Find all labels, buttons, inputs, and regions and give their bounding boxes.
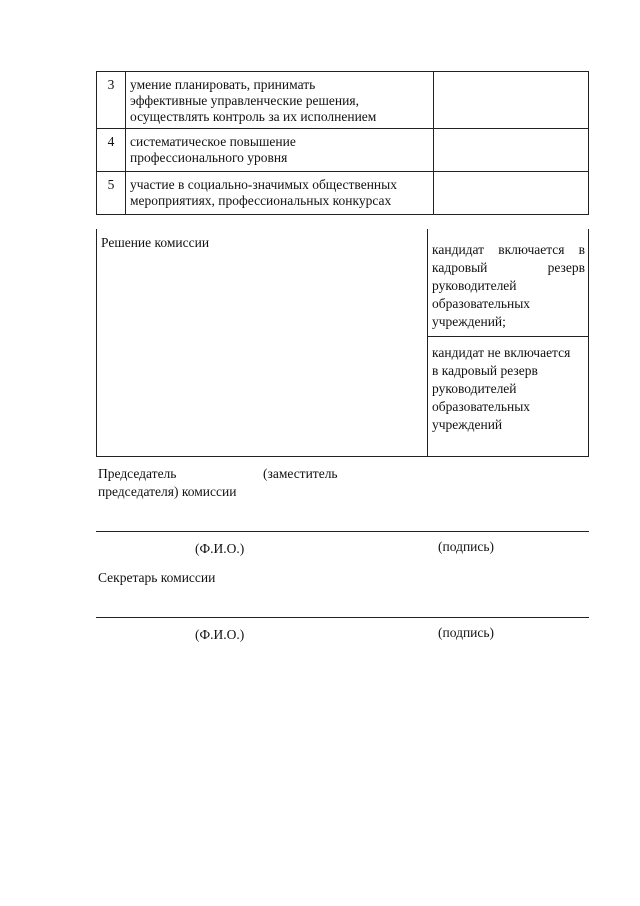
option-text: образовательных <box>432 399 531 414</box>
row-number: 5 <box>97 172 126 215</box>
criteria-table <box>96 71 589 215</box>
option-text: учреждений; <box>432 314 506 329</box>
chair-deputy-label: (заместитель <box>263 466 338 481</box>
secretary-label: Секретарь комиссии <box>98 570 216 585</box>
fio-caption: (Ф.И.О.) <box>195 627 245 642</box>
row-number: 4 <box>97 129 126 172</box>
option-text: кандидат включается в <box>432 242 585 257</box>
criterion-text: мероприятиях, профессиональных конкурсах <box>130 193 392 208</box>
score-cell <box>434 72 589 129</box>
table-row <box>97 129 589 172</box>
chair-signature-line <box>96 531 589 532</box>
criterion-cell <box>126 72 434 129</box>
criterion-text: эффективные управленческие решения, <box>130 93 359 108</box>
criterion-text: умение планировать, принимать <box>130 77 316 92</box>
score-cell <box>434 172 589 215</box>
option-text: в кадровый резерв <box>432 363 538 378</box>
decision-options <box>427 229 588 456</box>
option-text: кандидат не включается <box>432 345 571 360</box>
signature-caption: (подпись) <box>438 625 495 640</box>
fio-caption: (Ф.И.О.) <box>195 541 245 556</box>
criterion-text: осуществлять контроль за их исполнением <box>130 109 377 124</box>
option-excluded <box>428 336 588 456</box>
criterion-text: участие в социально-значимых общественных <box>130 177 397 192</box>
table-row <box>97 72 589 129</box>
chair-label-cont: председателя) комиссии <box>98 484 237 499</box>
signature-caption: (подпись) <box>438 539 495 554</box>
option-text: руководителей <box>432 278 517 293</box>
commission-decision-block <box>96 229 589 457</box>
option-included <box>428 241 588 333</box>
option-text: учреждений <box>432 417 503 432</box>
criterion-text: профессионального уровня <box>130 150 288 165</box>
option-text: руководителей <box>432 381 517 396</box>
row-number: 3 <box>97 72 126 129</box>
criterion-text: систематическое повышение <box>130 134 296 149</box>
secretary-signature-line <box>96 617 589 618</box>
option-text: кадровый резерв <box>432 260 585 275</box>
score-cell <box>434 129 589 172</box>
criterion-cell <box>126 172 434 215</box>
decision-label: Решение комиссии <box>101 235 210 250</box>
table-row <box>97 172 589 215</box>
option-text: образовательных <box>432 296 531 311</box>
chair-label: Председатель <box>98 466 177 481</box>
criterion-cell <box>126 129 434 172</box>
